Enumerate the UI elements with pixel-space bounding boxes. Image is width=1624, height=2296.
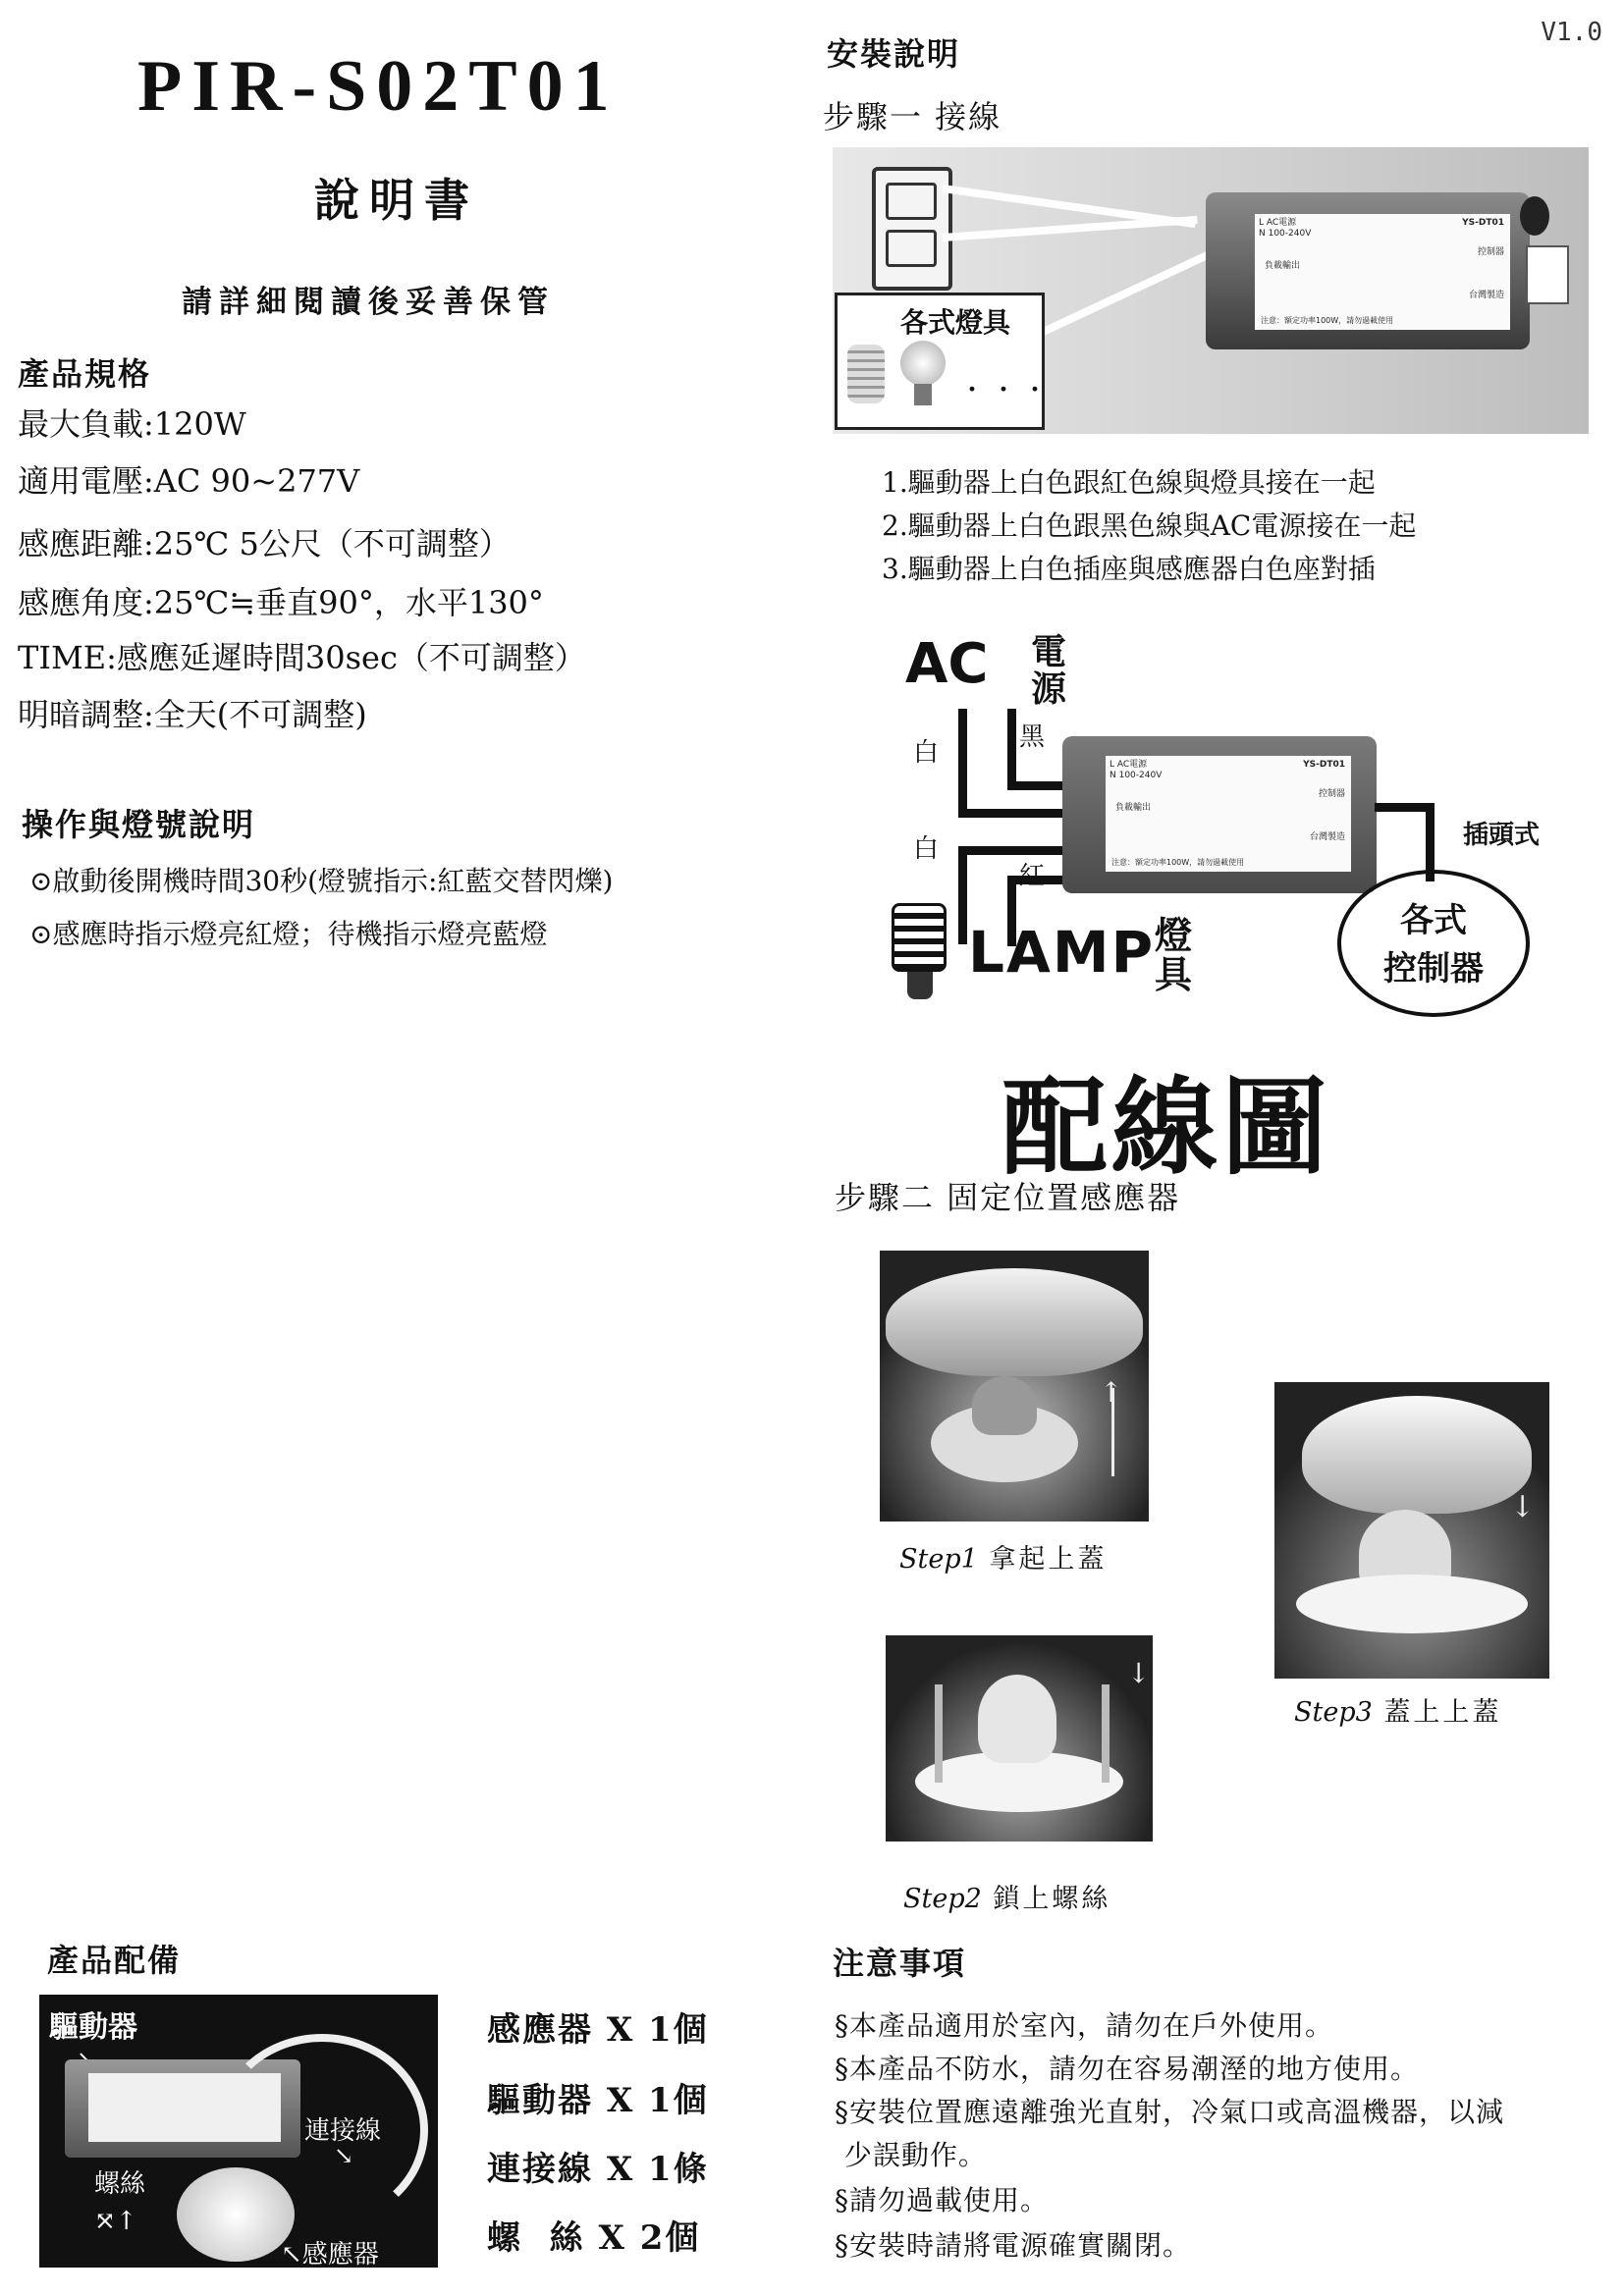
- version-label: V1.0: [1541, 18, 1602, 47]
- notes-heading: 注意事項: [833, 1945, 967, 1982]
- wire-label-red: 紅: [1019, 862, 1046, 891]
- bulb-icon: [900, 341, 946, 386]
- driver-photo: [1206, 192, 1530, 349]
- wiring-step-2: 2.驅動器上白色跟黑色線與AC電源接在一起: [882, 509, 1417, 542]
- step1-title: 步驟一 接線: [823, 98, 1002, 135]
- spec-time: TIME:感應延遲時間30sec（不可調整）: [18, 639, 586, 676]
- controller-circle: 各式 控制器: [1337, 870, 1530, 1017]
- ac-label: AC: [905, 632, 989, 696]
- lamp-label: LAMP: [968, 919, 1156, 986]
- plug-type-label: 插頭式: [1463, 821, 1541, 850]
- step1-sensor-photo: [880, 1251, 1149, 1522]
- cfl-bulb-icon: [847, 345, 885, 403]
- spec-max-load: 最大負載:120W: [18, 405, 246, 443]
- screw-icon: ⤧↑: [94, 2207, 137, 2236]
- note-waterproof: §本產品不防水，請勿在容易潮溼的地方使用。: [835, 2053, 1420, 2085]
- accessory-sensor: 感應器 X 1個: [487, 2010, 709, 2050]
- note-indoor: §本產品適用於室內，請勿在戶外使用。: [835, 2009, 1334, 2042]
- installation-heading: 安裝說明: [827, 35, 961, 73]
- sensor-photo-label: ↖感應器: [281, 2240, 379, 2268]
- diagram-driver: L AC電源 N 100-240V YS-DT01 控制器 負載輸出 台灣製造 注意：額定功率100W，請勿過載使用: [1062, 736, 1377, 893]
- arrow-down-icon-2: ↓: [1127, 1657, 1151, 1689]
- lamps-box: 各式燈具 ・・・: [835, 293, 1045, 430]
- model-number: PIR-S02T01: [137, 46, 620, 127]
- specs-heading: 產品規格: [18, 355, 152, 393]
- arrow-up-icon: ↑: [1100, 1376, 1123, 1409]
- step2-sensor-photo: [886, 1635, 1153, 1842]
- outlet-icon: [872, 167, 952, 291]
- wiring-step-3: 3.驅動器上白色插座與感應器白色座對插: [882, 553, 1376, 585]
- operation-item-startup: ⊙啟動後開機時間30秒(燈號指示:紅藍交替閃爍): [29, 865, 614, 897]
- wiring-step-1: 1.驅動器上白色跟紅色線與燈具接在一起: [882, 466, 1376, 499]
- note-location-cont: 少誤動作。: [835, 2139, 987, 2171]
- operation-heading: 操作與燈號說明: [22, 806, 256, 843]
- operation-item-indicator: ⊙感應時指示燈亮紅燈；待機指示燈亮藍燈: [29, 918, 548, 950]
- arrow-down-icon: ↓: [1510, 1490, 1536, 1524]
- note-location: §安裝位置應遠離強光直射，冷氣口或高溫機器，以減: [835, 2096, 1505, 2128]
- driver-sticker: L AC電源 N 100-240V YS-DT01 控制器 負載輸出 台灣製造 注意：額定功率100W，請勿過載使用: [1255, 214, 1510, 330]
- spec-voltage: 適用電壓:AC 90~277V: [18, 462, 360, 500]
- arrow-cable-icon: ↘: [334, 2142, 354, 2169]
- wire-label-white-top: 白: [913, 738, 940, 768]
- note-power-off: §安裝時請將電源確實關閉。: [835, 2229, 1192, 2262]
- step3-sensor-photo: [1274, 1382, 1549, 1679]
- document-subtitle: 請詳細閱讀後妥善保管: [182, 285, 555, 320]
- wiring-diagram: AC 電 源 白 黑 白 紅 L AC電源 N 100-240V YS-DT01 控制器 負載輸出 台灣製造 注意：額定功率100W，請勿過載使用 插頭式 各式 控制器 LAMP 燈 具: [884, 618, 1591, 1050]
- step1-photo: [833, 147, 1589, 434]
- accessories-photo: 驅動器 連接線 ↘ 螺絲 ⤧↑ ↖感應器: [39, 1995, 438, 2268]
- wire-label-white-bottom: 白: [913, 834, 940, 864]
- step2-title: 步驟二 固定位置感應器: [835, 1179, 1181, 1216]
- wiring-diagram-title: 配線圖: [1001, 1066, 1332, 1190]
- step1-caption: Step1 拿起上蓋: [899, 1544, 1108, 1575]
- accessory-driver: 驅動器 X 1個: [487, 2081, 709, 2120]
- accessory-screws: 螺 絲 X 2個: [487, 2218, 701, 2258]
- step2-caption: Step2 鎖上螺絲: [903, 1884, 1111, 1914]
- lamp-icon: [892, 903, 947, 972]
- accessories-heading: 產品配備: [47, 1942, 182, 1979]
- note-overload: §請勿過載使用。: [835, 2184, 1050, 2216]
- spec-angle: 感應角度:25℃≒垂直90°，水平130°: [18, 584, 544, 621]
- document-title: 說明書: [314, 174, 479, 227]
- spec-light-adjust: 明暗調整:全天(不可調整): [18, 696, 367, 733]
- wire-label-black: 黑: [1019, 722, 1046, 752]
- step3-caption: Step3 蓋上上蓋: [1294, 1697, 1502, 1728]
- spec-distance: 感應距離:25℃ 5公尺（不可調整）: [18, 525, 511, 562]
- accessory-cable: 連接線 X 1條: [487, 2150, 709, 2189]
